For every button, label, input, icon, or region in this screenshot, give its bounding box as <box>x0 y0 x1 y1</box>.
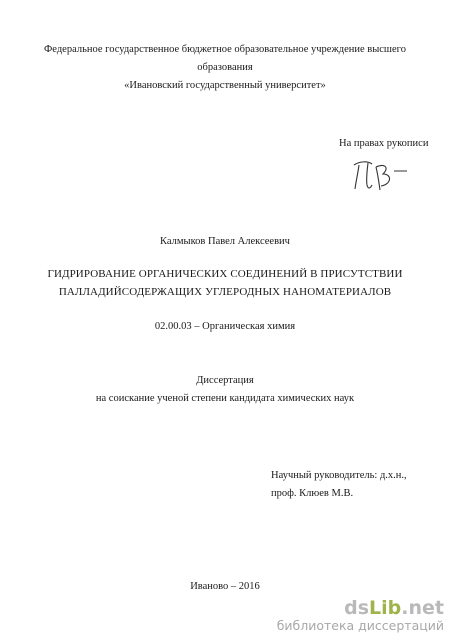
watermark-logo <box>277 598 444 633</box>
watermark-subtitle: библиотека диссертаций <box>276 618 444 633</box>
handwritten-signature <box>350 157 408 193</box>
degree-description: на соискание ученой степени кандидата химических наук <box>95 393 355 404</box>
author-name: Калмыков Павел Алексеевич <box>160 236 290 247</box>
work-type: Диссертация <box>196 375 254 386</box>
dissertation-title-line-1: ГИДРИРОВАНИЕ ОРГАНИЧЕСКИХ СОЕДИНЕНИЙ В ПРИСУТСТВИИ <box>47 268 403 280</box>
supervisor-line-1: Научный руководитель: д.х.н., <box>271 470 407 481</box>
watermark-net: .net <box>401 597 444 619</box>
supervisor-line-2: проф. Клюев М.В. <box>271 488 354 499</box>
specialty: 02.00.03 – Органическая химия <box>154 321 296 332</box>
watermark-ds: ds <box>344 597 370 619</box>
header-line-1: Федеральное государственное бюджетное образовательное учреждение высшего <box>44 44 406 55</box>
dissertation-title-line-2: ПАЛЛАДИЙСОДЕРЖАЩИХ УГЛЕРОДНЫХ НАНОМАТЕРИАЛОВ <box>58 286 392 298</box>
rights-notice: На правах рукописи <box>339 138 429 149</box>
watermark-brand <box>277 598 444 619</box>
header-line-3: «Ивановский государственный университет» <box>124 80 326 91</box>
watermark-lib: Lib <box>369 597 402 619</box>
city-year: Иваново – 2016 <box>190 581 260 592</box>
header-line-2: образования <box>197 62 253 73</box>
